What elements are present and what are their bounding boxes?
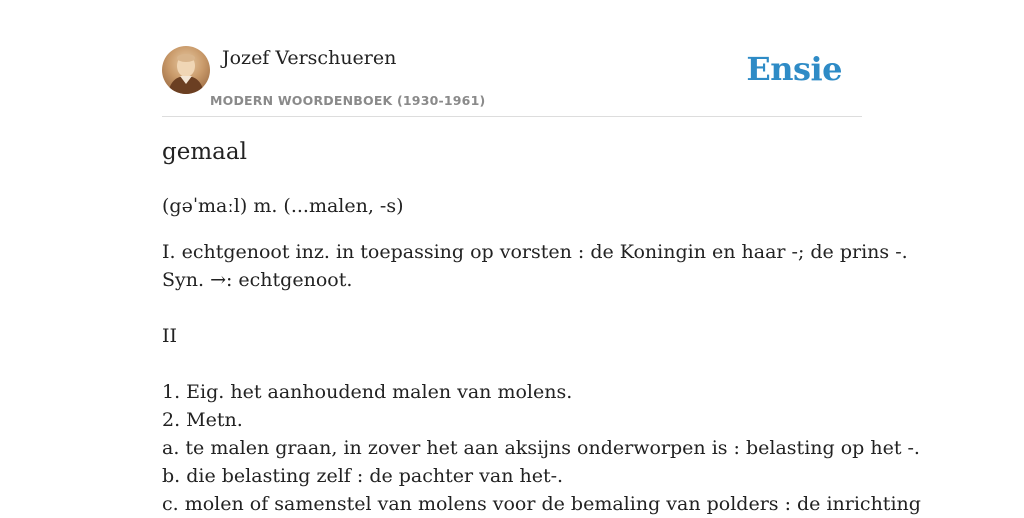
author-avatar[interactable] [162,46,210,94]
entry-header [162,46,862,117]
pronunciation: (gəˈmaːl) m. (...malen, -s) [162,195,404,217]
source-label[interactable]: MODERN WOORDENBOEK (1930-1961) [210,93,486,108]
blank-line [162,294,882,322]
section-heading: II [162,325,178,347]
blank-line [162,350,882,378]
entry-body [162,192,921,518]
site-logo[interactable]: Ensie [746,50,842,88]
definition-line: Syn. →: echtgenoot. [162,269,353,291]
definition-line: a. te malen graan, in zover het aan aksijns onderworpen is : belasting op het -. [162,437,920,459]
author-name[interactable]: Jozef Verschueren [222,47,397,69]
definition-line: c. molen of samenstel van molens voor de bemaling van polders : de inrichting [162,493,921,515]
portrait-image [162,46,210,94]
definition-line: 2. Metn. [162,409,243,431]
definition-line: 1. Eig. het aanhoudend malen van molens. [162,381,573,403]
entry-title: gemaal [162,139,247,165]
definition-line: I. echtgenoot inz. in toepassing op vorsten : de Koningin en haar -; de prins -. [162,241,908,263]
definition-line: b. die belasting zelf : de pachter van het-. [162,465,564,487]
